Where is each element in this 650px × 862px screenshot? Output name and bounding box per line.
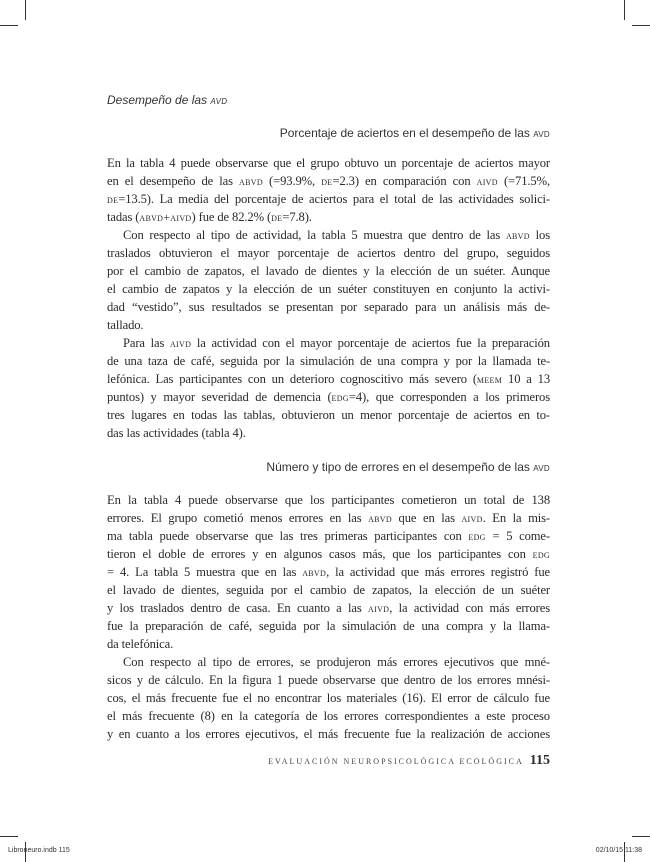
text-run: fue la preparación de café, seguida por la simulación de una compra y la llama- <box>107 619 550 633</box>
text-line <box>107 388 550 406</box>
abbreviation: abvd <box>505 228 530 242</box>
text-run: =7.8). <box>282 210 312 224</box>
crop-mark <box>624 0 625 20</box>
text-run: das las actividades (tabla 4). <box>107 426 246 440</box>
text-run: En la tabla 4 puede observarse que el grupo obtuvo un porcentaje de aciertos mayor <box>107 156 550 170</box>
text-run: Para las <box>123 336 170 350</box>
text-line <box>107 653 550 671</box>
text-run: traslados obtuvieron el mayor porcentaje de aciertos dentro del grupo, seguidos <box>107 246 550 260</box>
text-run: el más frecuente (8) en la categoría de los errores correspondientes a este proceso <box>107 709 550 723</box>
section-body-errores <box>107 491 550 743</box>
subheading-text: Porcentaje de aciertos en el desempeño de las <box>279 126 534 140</box>
text-line <box>107 635 550 653</box>
text-line <box>107 226 550 244</box>
abbreviation: abvd <box>368 511 392 525</box>
text-run: el lavado de dientes, seguida por el cambio de zapatos, la elección de un suéter <box>107 583 550 597</box>
paragraph <box>107 154 550 226</box>
text-line <box>107 334 550 352</box>
text-run: lefónica. Las participantes con un deterioro cognoscitivo más severo ( <box>107 372 477 386</box>
text-line <box>107 370 550 388</box>
text-run: y los traslados dentro de casa. En cuanto a las <box>107 601 369 615</box>
text-run: sicos y de cálculo. En la figura 1 puede observarse que dentro de los errores mnési- <box>107 673 550 687</box>
slug-file: Libroneuro.indb 115 <box>8 847 70 854</box>
text-line <box>107 509 550 527</box>
subheading-abbr: avd <box>533 462 550 474</box>
text-run: el cambio de zapatos y la elección de un suéter constituyen en conjunto la activi- <box>107 282 550 296</box>
text-line <box>107 190 550 208</box>
text-line <box>107 527 550 545</box>
subheading-errores <box>266 460 550 474</box>
text-run: puntos) y mayor severidad de demencia ( <box>107 390 332 404</box>
abbreviation: aivd <box>368 601 390 615</box>
text-line <box>107 671 550 689</box>
abbreviation: abvd <box>302 565 327 579</box>
text-line <box>107 689 550 707</box>
page-number: 115 <box>529 753 550 769</box>
text-line <box>107 406 550 424</box>
text-run: . En la mis- <box>482 511 550 525</box>
abbreviation: aivd <box>461 511 483 525</box>
text-run: por el cambio de zapatos, el lavado de dientes y la elección de un suéter. Aunque <box>107 264 550 278</box>
text-run: Con respecto al tipo de actividad, la tabla 5 muestra que dentro de las <box>123 228 506 242</box>
text-line <box>107 424 550 442</box>
text-run: tadas ( <box>107 210 140 224</box>
text-run: , la actividad con más errores <box>389 601 550 615</box>
text-run: dad “vestido”, sus resultados se presentan por separado para un análisis más de- <box>107 300 550 314</box>
abbreviation: aivd <box>169 336 192 350</box>
text-run: ma tabla puede observarse que las tres primeras participantes con <box>107 529 469 543</box>
text-line <box>107 352 550 370</box>
text-run: de una taza de café, seguida por la simulación de una compra y por la llamada te- <box>107 354 550 368</box>
text-run: ) fue de 82.2% ( <box>191 210 272 224</box>
text-run: cos, el más frecuente fue el no encontrar los materiales (16). El error de cálculo fue <box>107 691 550 705</box>
abbreviation: edg <box>331 390 349 404</box>
crop-mark <box>25 0 26 20</box>
abbreviation: edg <box>532 547 550 561</box>
running-title: EVALUACIÓN NEUROPSICOLÓGICA ECOLÓGICA <box>268 756 524 766</box>
text-line <box>107 491 550 509</box>
text-run: da telefónica. <box>107 637 174 651</box>
text-line <box>107 545 550 563</box>
text-run: y en cuanto a los errores ejecutivos, el más frecuente fue la realización de acciones <box>107 727 550 741</box>
text-run: tieron el doble de errores y en algunos casos más, que los participantes con <box>107 547 533 561</box>
text-line <box>107 154 550 172</box>
abbreviation: de <box>321 174 333 188</box>
text-run: 10 a 13 <box>502 372 550 386</box>
text-line <box>107 707 550 725</box>
crop-mark <box>632 836 650 837</box>
subheading-abbr: avd <box>533 128 550 140</box>
abbreviation: de <box>107 192 119 206</box>
heading-text: Desempeño de las <box>107 93 211 107</box>
slug-datetime: 02/10/15 11:38 <box>595 847 642 854</box>
text-line <box>107 617 550 635</box>
abbreviation: abvd <box>239 174 263 188</box>
paragraph <box>107 653 550 743</box>
paragraph <box>107 334 550 442</box>
text-run: que en las <box>391 511 462 525</box>
text-run: la actividad con el mayor porcentaje de aciertos fue la preparación <box>191 336 550 350</box>
text-run: =2.3) en comparación con <box>332 174 477 188</box>
abbreviation: meem <box>476 372 503 386</box>
text-run: tallado. <box>107 318 144 332</box>
crop-mark <box>632 25 650 26</box>
text-run: = 5 come- <box>485 529 550 543</box>
text-line <box>107 563 550 581</box>
page-footer <box>268 752 550 770</box>
text-line <box>107 725 550 743</box>
crop-mark <box>0 836 18 837</box>
text-run: los <box>529 228 550 242</box>
paragraph <box>107 491 550 653</box>
text-run: tres lugares en todas las tablas, obtuvieron un menor porcentaje de aciertos en to- <box>107 408 550 422</box>
text-run: (=71.5%, <box>497 174 550 188</box>
text-line <box>107 599 550 617</box>
text-run: En la tabla 4 puede observarse que los participantes cometieron un total de 138 <box>107 493 550 507</box>
section-heading <box>107 93 227 107</box>
crop-mark <box>0 25 18 26</box>
text-line <box>107 581 550 599</box>
text-run: =4), que corresponden a los primeros <box>348 390 550 404</box>
text-line <box>107 262 550 280</box>
text-run: =13.5). La media del porcentaje de aciertos para el total de las actividades solici- <box>118 192 550 206</box>
text-line <box>107 208 550 226</box>
section-body-aciertos <box>107 154 550 442</box>
text-line <box>107 316 550 334</box>
text-run: (=93.9%, <box>262 174 322 188</box>
paragraph <box>107 226 550 334</box>
text-line <box>107 172 550 190</box>
text-run: = 4. La tabla 5 muestra que en las <box>107 565 303 579</box>
subheading-text: Número y tipo de errores en el desempeño de las <box>266 460 534 474</box>
abbreviation: aivd <box>476 174 498 188</box>
text-run: , la actividad que más errores registró fue <box>326 565 550 579</box>
text-line <box>107 244 550 262</box>
abbreviation: edg <box>468 529 486 543</box>
text-line <box>107 280 550 298</box>
subheading-aciertos <box>280 126 550 140</box>
abbreviation: abvd+aivd <box>139 210 192 224</box>
abbreviation: de <box>271 210 283 224</box>
heading-abbr: avd <box>210 95 228 107</box>
text-run: Con respecto al tipo de errores, se produjeron más errores ejecutivos que mné- <box>123 655 550 669</box>
text-run: en el desempeño de las <box>107 174 240 188</box>
text-line <box>107 298 550 316</box>
text-run: errores. El grupo cometió menos errores en las <box>107 511 369 525</box>
